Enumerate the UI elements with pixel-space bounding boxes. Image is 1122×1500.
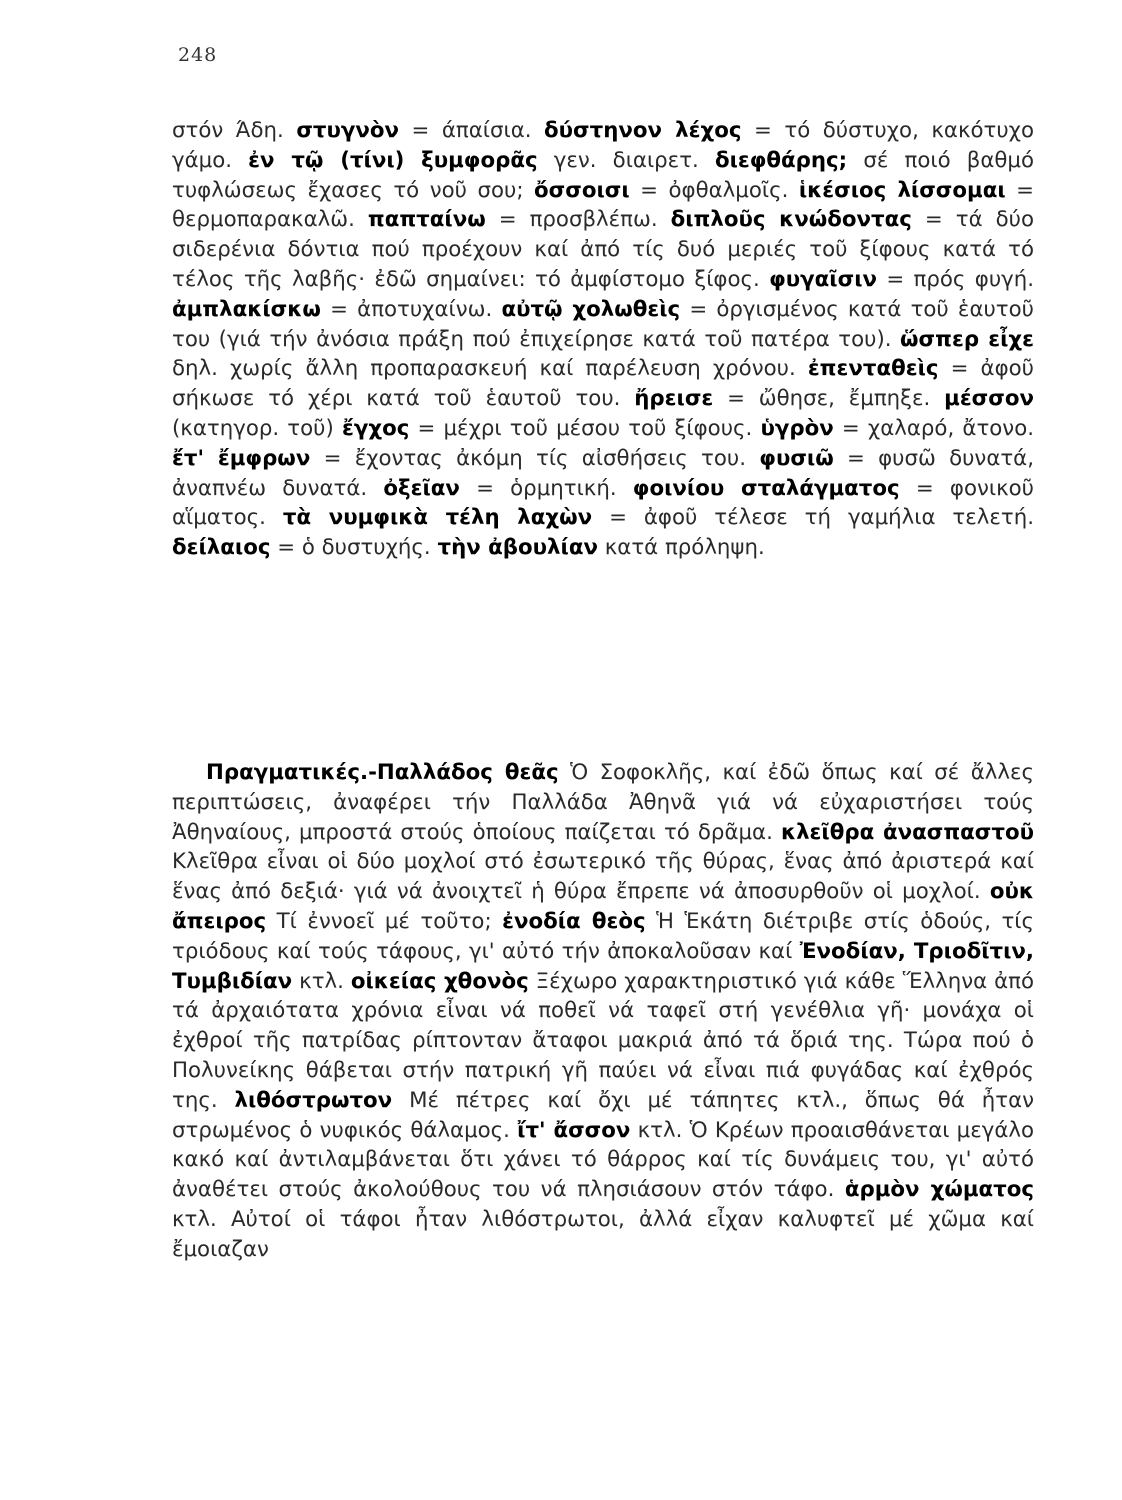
gloss-text: = φυσῶ δυνατά, ἀναπνέω δυνατά. (172, 445, 1034, 501)
practical-notes-paragraph (172, 758, 1034, 1265)
lemma-term: ἐνοδία θεὸς (502, 908, 646, 934)
gloss-text: = χαλαρό, ἄτονο. (833, 415, 1034, 441)
lemma-term: φοινίου σταλάγματος (632, 475, 900, 501)
lemma-term: οἰκείας χθονὸς (350, 968, 529, 994)
gloss-text: κτλ. Αὐτοί οἱ τάφοι ἦταν λιθόστρωτοι, ἀλλά εἶχαν καλυφτεῖ μέ χῶμα καί ἔμοιαζαν (172, 1206, 1034, 1262)
lemma-term: δύστηνον λέχος (544, 118, 742, 143)
lemma-term: διπλοῦς κνώδοντας (670, 207, 912, 233)
page-number: 248 (178, 44, 218, 66)
gloss-text: = τό δύστυχο, κακότυχο γάμο. (172, 118, 1034, 173)
gloss-text: = θερμοπαρακαλῶ. (172, 177, 1034, 233)
gloss-text: (κατηγορ. τοῦ) (172, 415, 342, 441)
lemma-term: ἁρμὸν χώματος (844, 1177, 1034, 1203)
lemma-term: ὥσπερ εἶχε (900, 326, 1034, 352)
lemma-term: ἀμπλακίσκω (172, 296, 321, 322)
lemma-term: δείλαιος (172, 535, 271, 561)
gloss-text: = ὀφθαλμοῖς. (629, 177, 799, 203)
lemma-term: παπταίνω (367, 207, 486, 233)
gloss-text: = ἀποτυχαίνω. (320, 296, 502, 322)
gloss-text: = ἔχοντας ἀκόμη τίς αἰσθήσεις του. (310, 445, 760, 471)
gloss-text: στόν Άδη. (172, 118, 297, 143)
gloss-text: = ὀργισμένος κατά τοῦ ἑαυτοῦ του (γιά τήν ἀνόσια πράξη πού ἐπιχείρησε κατά τοῦ πατέρα του). (172, 296, 1034, 352)
gloss-text: σέ ποιό βαθμό τυφλώσεως ἔχασες τό νοῦ σου; (172, 147, 1034, 203)
lemma-term: ἐπενταθεὶς (807, 356, 939, 382)
gloss-text: = φονικοῦ αἵματος. (172, 475, 1034, 531)
lemma-term: ἔτ' ἔμφρων (172, 445, 311, 471)
lemma-term: ἴτ' ἄσσον (517, 1117, 631, 1143)
gloss-text: κτλ. (292, 968, 351, 994)
gloss-text: = τά δύο σιδερένια δόντια πού προέχουν καί ἀπό τίς δυό μεριές τοῦ ξίφους κατά τό τέλος τῆς λαβῆς· ἐδῶ σημαίνει: τό ἀμφίστομο ξίφος. (172, 207, 1034, 292)
gloss-text: δηλ. χωρίς ἄλλη προπαρασκευή καί παρέλευση χρόνου. (172, 356, 808, 382)
lemma-term: κλεῖθρα ἀνασπαστοῦ (780, 819, 1034, 845)
lemma-term: ἐν τῷ (τίνι) ξυμφορᾶς (248, 147, 538, 173)
lemma-term: οὐκ ἄπειρος (172, 879, 1034, 934)
gloss-text: = ὁ δυστυχής. (270, 535, 438, 561)
gloss-text: = ἀφοῦ τέλεσε τή γαμήλια τελετή. (592, 505, 1034, 531)
gloss-text: Ὁ Σοφοκλῆς, καί ἐδῶ ὅπως καί σέ ἄλλες περιπτώσεις, ἀναφέρει τήν Παλλάδα Ἀθηνᾶ γιά νά εὐχαριστήσει τούς Ἀθηναίους, μπροστά στούς ὁποίους παίζεται τό δρᾶμα. (172, 760, 1034, 845)
gloss-text: = προσβλέπω. (485, 207, 671, 233)
gloss-text: Τί ἐννοεῖ μέ τοῦτο; (266, 908, 503, 934)
gloss-text: Ξέχωρο χαρακτηριστικό γιά κάθε Ἕλληνα ἀπό τά ἀρχαιότατα χρόνια εἶναι νά ποθεῖ νά ταφεῖ στή γενέθλια γῆ· μονάχα οἱ ἐχθροί τῆς πατρίδας ρίπτονταν ἄταφοι μακριά ἀπό τά ὅριά της. Τώρα πού ὁ Πολυνείκης θάβεται στήν πατρική γῆ παύει νά εἶναι πιά φυγάδας καί ἐχθρός της. (172, 968, 1034, 1113)
lemma-term: διεφθάρης; (714, 147, 848, 173)
lemma-term: Πραγματικές.-Παλλάδος θεᾶς (206, 760, 559, 785)
lemma-term: Ἐνοδίαν, Τριοδῖτιν, Τυμβιδίαν (172, 938, 1034, 994)
gloss-text: Κλεῖθρα εἶναι οἱ δύο μοχλοί στό ἐσωτερικό τῆς θύρας, ἕνας ἀπό ἀριστερά καί ἕνας ἀπό δεξιά· γιά νά ἀνοιχτεῖ ἡ θύρα ἔπρεπε νά ἀποσυρθοῦν οἱ μοχλοί. (172, 849, 1034, 905)
lemma-term: τὴν ἀβουλίαν (437, 535, 598, 561)
gloss-text: κατά πρόληψη. (597, 535, 765, 561)
gloss-text: = πρός φυγή. (877, 266, 1035, 292)
lemma-term: λιθόστρωτον (234, 1087, 393, 1113)
lemma-term: ὀξεῖαν (383, 475, 460, 501)
lemma-term: ὑγρὸν (760, 415, 834, 441)
lemma-term: ἔγχος (341, 415, 410, 441)
lemma-term: φυσιῶ (759, 445, 834, 471)
gloss-text: = ὤθησε, ἔμπηξε. (713, 386, 945, 412)
gloss-text: γεν. διαιρετ. (537, 147, 715, 173)
lemma-term: αὐτῷ χολωθεὶς (501, 296, 681, 322)
lemma-term: ἤρεισε (634, 386, 714, 412)
lemma-term: ὄσσοισι (534, 177, 630, 203)
gloss-text: = μέχρι τοῦ μέσου τοῦ ξίφους. (409, 415, 761, 441)
gloss-text: Μέ πέτρες καί ὄχι μέ τάπητες κτλ., ὅπως θά ἦταν στρωμένος ὁ νυφικός θάλαμος. (172, 1087, 1035, 1143)
gloss-text: = άπαίσια. (399, 118, 545, 143)
gloss-text: = ὁρμητική. (459, 475, 633, 501)
commentary-notes-paragraph (172, 116, 1034, 563)
gloss-text: Ἡ Ἑκάτη διέτριβε στίς ὁδούς, τίς τριόδους καί τούς τάφους, γι' αὐτό τήν ἀποκαλοῦσαν καί (172, 908, 1034, 964)
lemma-term: τὰ νυμφικὰ τέλη λαχὼν (282, 505, 593, 531)
gloss-text: = ἀφοῦ σήκωσε τό χέρι κατά τοῦ ἑαυτοῦ του. (172, 356, 1034, 412)
lemma-term: στυγνὸν (296, 118, 400, 143)
lemma-term: ἱκέσιος λίσσομαι (798, 177, 1006, 203)
gloss-text: κτλ. Ὁ Κρέων προαισθάνεται μεγάλο κακό καί ἀντιλαμβάνεται ὅτι χάνει τό θάρρος καί τίς δυνάμεις του, γι' αὐτό ἀναθέτει στούς ἀκολούθους του νά πλησιάσουν στόν τάφο. (172, 1117, 1034, 1203)
lemma-term: φυγαῖσιν (769, 266, 877, 292)
lemma-term: μέσσον (944, 386, 1034, 412)
